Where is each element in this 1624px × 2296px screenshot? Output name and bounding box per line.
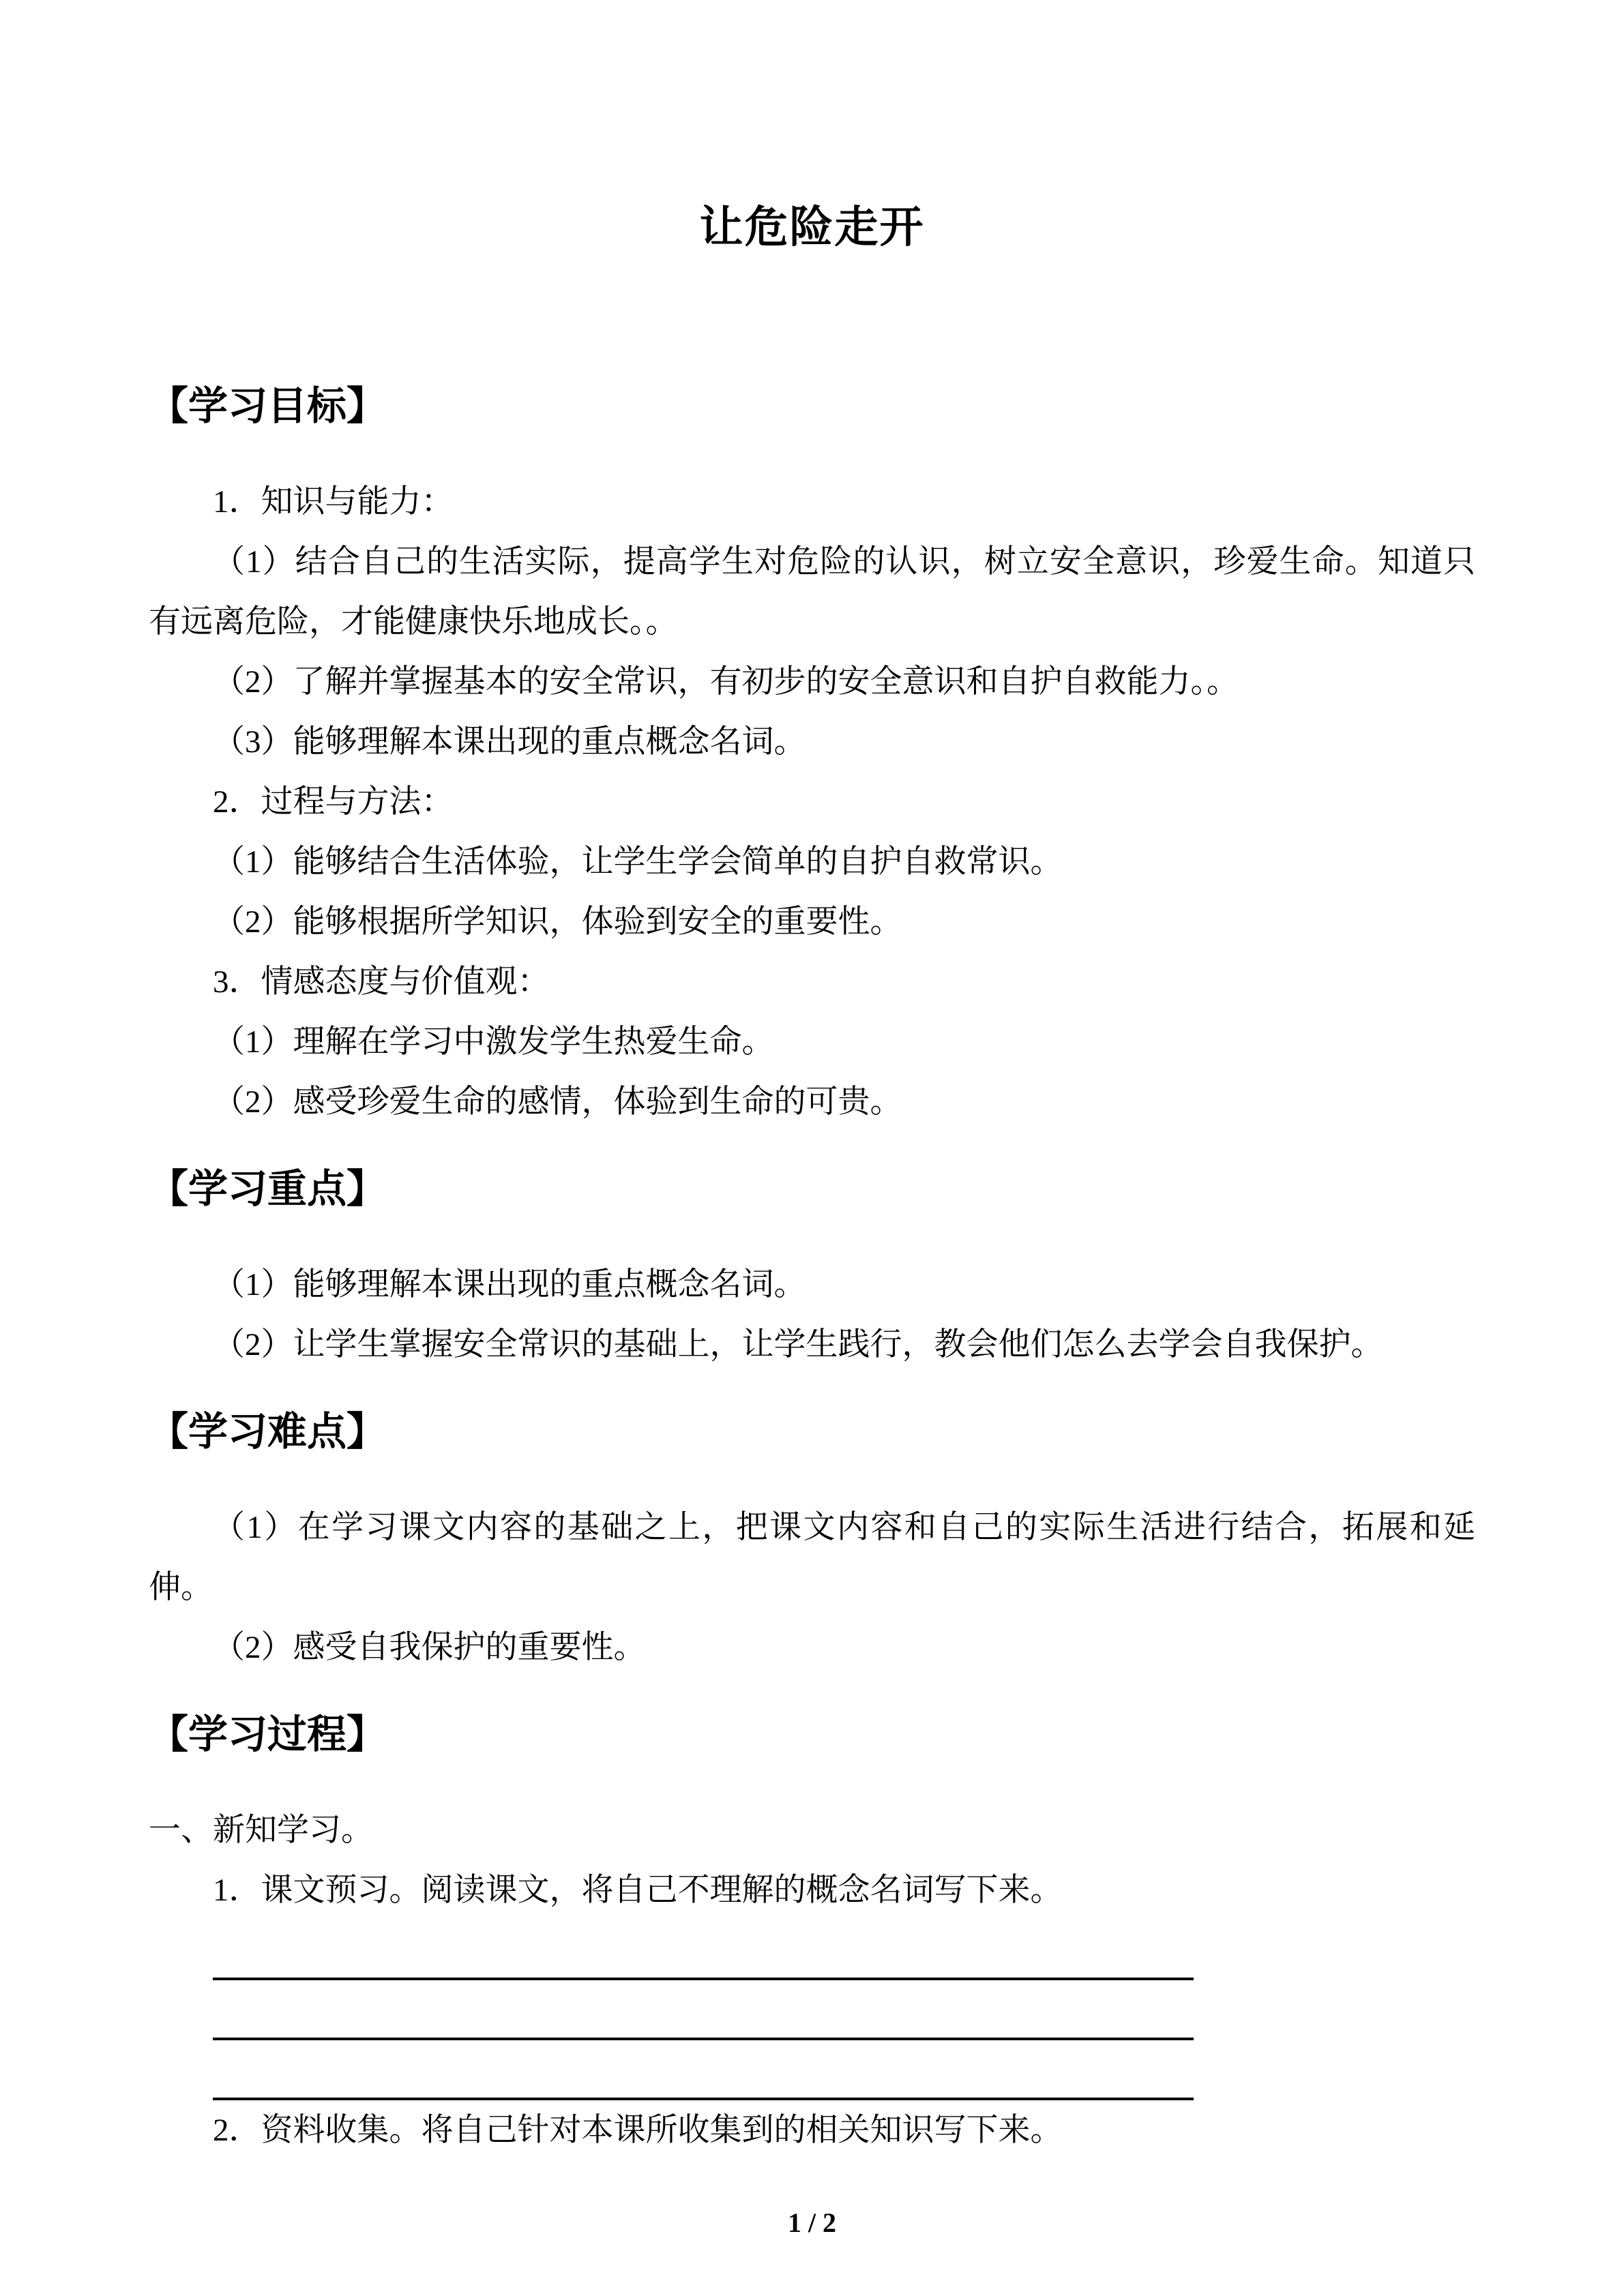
document-title: 让危险走开 xyxy=(699,203,925,252)
body-paragraph: （2）感受自我保护的重要性。 xyxy=(213,1630,646,1665)
sections-container xyxy=(149,374,1475,2160)
body-paragraph: （2）了解并掌握基本的安全常识，有初步的安全意识和自护自救能力。。 xyxy=(213,664,1239,700)
body-paragraph: （1）能够理解本课出现的重点概念名词。 xyxy=(213,1267,806,1302)
section-heading: 【学习过程】 xyxy=(149,1712,387,1757)
section-heading: 【学习目标】 xyxy=(149,384,387,428)
list-level-paragraph: 一、新知学习。 xyxy=(149,1813,373,1848)
section-learning-difficulties xyxy=(149,1399,1475,1678)
section-heading: 【学习难点】 xyxy=(149,1410,387,1454)
fill-in-blank-line xyxy=(213,2040,1194,2100)
body-paragraph: （2）感受珍爱生命的感情，体验到生命的可贵。 xyxy=(213,1084,902,1120)
fill-in-blank-line xyxy=(213,1920,1194,1980)
body-paragraph: （2）能够根据所学知识，体验到安全的重要性。 xyxy=(213,904,902,940)
section-learning-objectives xyxy=(149,374,1475,1132)
body-paragraph: （1）理解在学习中激发学生热爱生命。 xyxy=(213,1024,774,1060)
body-paragraph: （2）让学生掌握安全常识的基础上，让学生践行，教会他们怎么去学会自我保护。 xyxy=(213,1327,1383,1362)
section-heading: 【学习重点】 xyxy=(149,1167,387,1211)
body-paragraph: 1．知识与能力： xyxy=(213,484,454,520)
body-paragraph: 2．过程与方法： xyxy=(213,784,454,820)
body-paragraph: （1）结合自己的生活实际，提高学生对危险的认识，树立安全意识，珍爱生命。知道只有远离危险，才能健康快乐地成长。。 xyxy=(149,544,1475,640)
body-paragraph: （1）能够结合生活体验，让学生学会简单的自护自救常识。 xyxy=(213,844,1063,880)
body-paragraph: （3）能够理解本课出现的重点概念名词。 xyxy=(213,724,806,760)
body-paragraph: 3．情感态度与价值观： xyxy=(213,964,550,1000)
body-paragraph: 1．课文预习。阅读课文，将自己不理解的概念名词写下来。 xyxy=(213,1873,1063,1908)
section-learning-key-points xyxy=(149,1157,1475,1375)
body-paragraph: （1）在学习课文内容的基础之上，把课文内容和自己的实际生活进行结合，拓展和延伸。 xyxy=(149,1510,1475,1605)
section-learning-process xyxy=(149,1702,1475,2160)
page-number: 1 / 2 xyxy=(787,2207,837,2238)
body-paragraph: 2．资料收集。将自己针对本课所收集到的相关知识写下来。 xyxy=(213,2113,1063,2148)
fill-in-blank-line xyxy=(213,1980,1194,2040)
